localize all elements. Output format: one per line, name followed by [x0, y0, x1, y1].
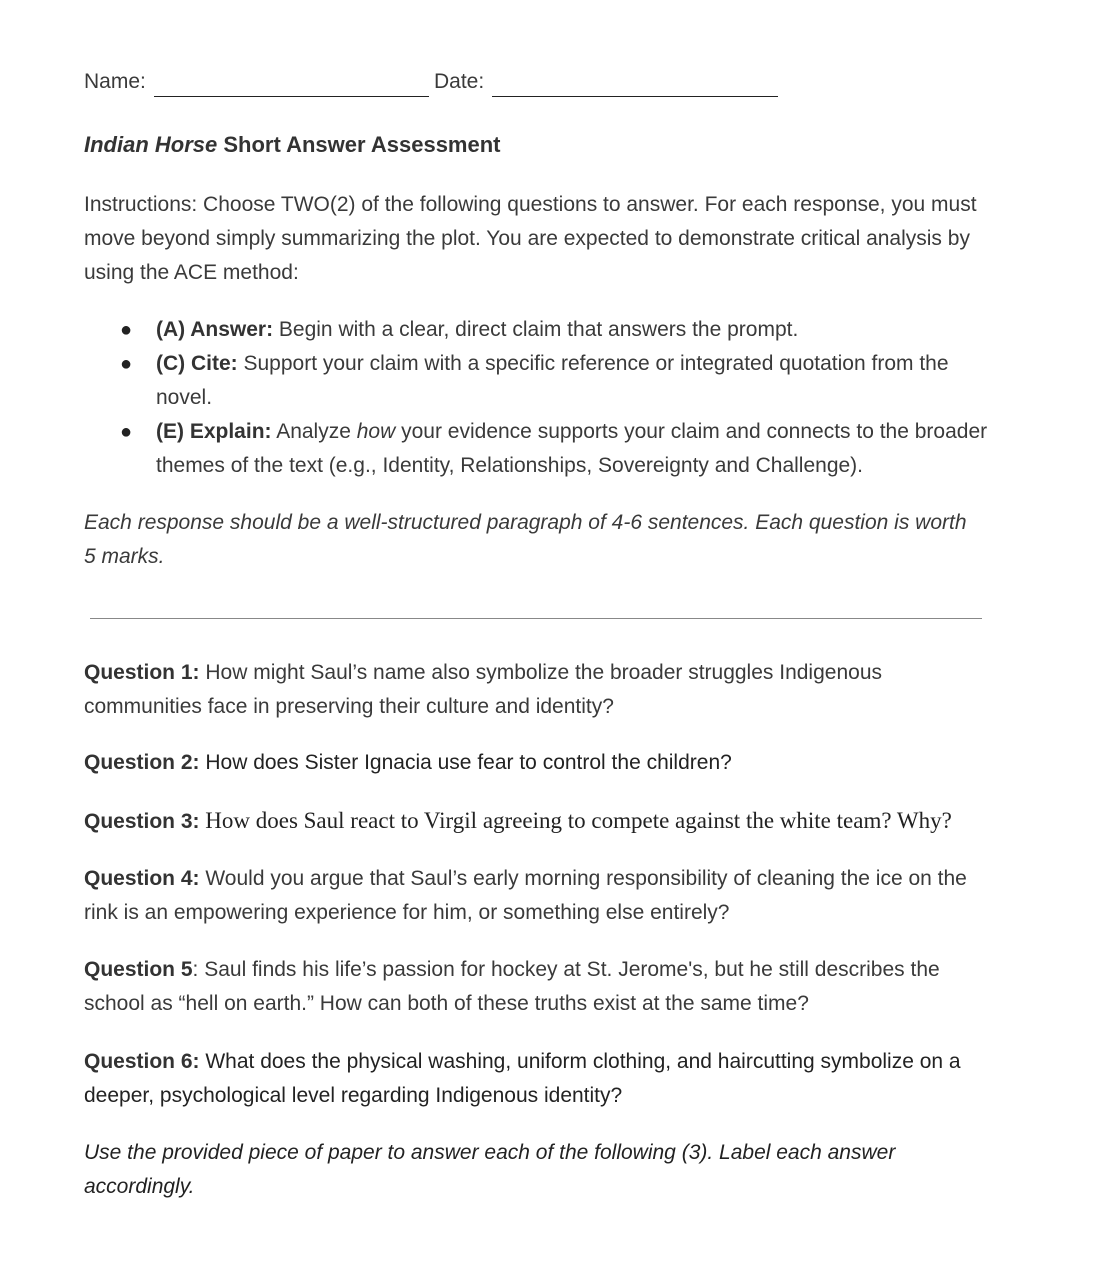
final-instruction: Use the provided piece of paper to answer each of the following (3). Label each answer accordingly.: [84, 1141, 896, 1198]
instructions-paragraph: Instructions: Choose TWO(2) of the following questions to answer. For each response, you must move beyond simply summarizing the plot. You are expected to demonstrate critical analysis by using the ACE method:: [84, 193, 977, 284]
question-2: [84, 746, 989, 780]
question-label: Question 6:: [84, 1050, 200, 1073]
question-label: Question 3:: [84, 810, 200, 833]
page-title: [84, 132, 501, 158]
question-text: How does Saul react to Virgil agreeing to compete against the white team? Why?: [199, 808, 952, 833]
bullet-icon: ●: [120, 319, 133, 341]
question-label: Question 4:: [84, 867, 200, 890]
question-5: [84, 953, 989, 1021]
bullet-icon: ●: [120, 353, 133, 375]
name-label: Name:: [84, 70, 146, 93]
ace-item-answer: [84, 313, 994, 347]
question-text: Would you argue that Saul’s early morning responsibility of cleaning the ice on the rink is an empowering experience for him, or something else entirely?: [84, 867, 967, 924]
ace-item-text: your evidence supports your claim and connects to the broader themes of the text (e.g., Identity, Relationships, Sovereignty and Challenge).: [156, 420, 988, 477]
bullet-icon: ●: [120, 421, 133, 443]
name-blank-line[interactable]: [154, 96, 429, 97]
question-label: Question 1:: [84, 661, 200, 684]
question-1: [84, 656, 989, 724]
section-divider: [90, 618, 982, 619]
title-book-name: Indian Horse: [84, 132, 218, 157]
ace-item-label: (E) Explain:: [156, 420, 272, 443]
weight-note: Each response should be a well-structured paragraph of 4-6 sentences. Each question is worth 5 marks.: [84, 511, 967, 568]
date-label: Date:: [434, 70, 485, 93]
question-text: How does Sister Ignacia use fear to control the children?: [199, 751, 732, 774]
question-6: [84, 1045, 989, 1113]
ace-method-list: [84, 313, 994, 483]
ace-item-emphasis: how: [356, 420, 396, 443]
ace-item-text: Support your claim with a specific reference or integrated quotation from the novel.: [156, 352, 949, 409]
question-text: What does the physical washing, uniform clothing, and haircutting symbolize on a deeper, psychological level regarding Indigenous identity?: [84, 1050, 961, 1107]
ace-item-text: Begin with a clear, direct claim that answers the prompt.: [273, 318, 799, 341]
ace-item-label: (A) Answer:: [156, 318, 274, 341]
ace-item-text: Analyze: [271, 420, 357, 443]
ace-item-label: (C) Cite:: [156, 352, 238, 375]
title-rest: Short Answer Assessment: [217, 132, 501, 157]
question-4: [84, 862, 989, 930]
question-text: How might Saul’s name also symbolize the broader struggles Indigenous communities face in preserving their culture and identity?: [84, 661, 882, 718]
question-label: Question 5: [84, 958, 193, 981]
question-3: [84, 804, 989, 839]
question-text: : Saul finds his life’s passion for hockey at St. Jerome's, but he still describes the school as “hell on earth.” How can both of these truths exist at the same time?: [84, 958, 940, 1015]
question-label: Question 2:: [84, 751, 200, 774]
ace-item-explain: [84, 415, 994, 483]
ace-item-cite: [84, 347, 994, 415]
date-blank-line[interactable]: [492, 96, 778, 97]
